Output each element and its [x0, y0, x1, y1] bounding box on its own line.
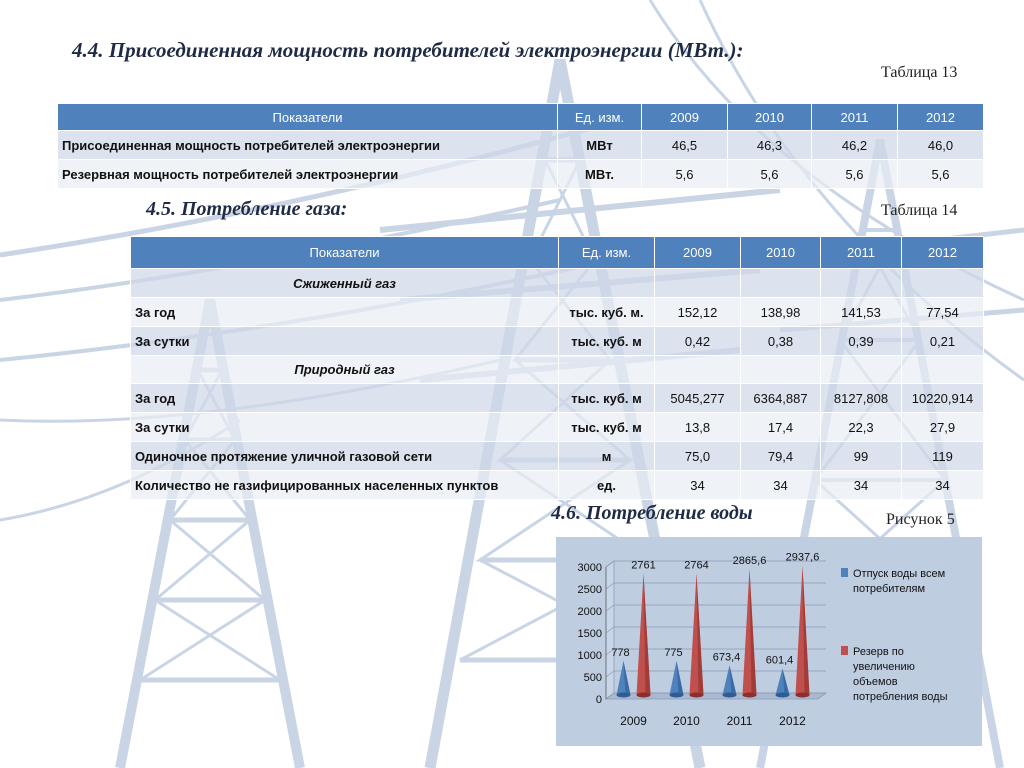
indicator-cell: Одиночное протяжение уличной газовой сети	[131, 442, 559, 471]
unit-cell: МВт.	[558, 160, 642, 189]
water-consumption-chart	[556, 537, 982, 746]
table-row	[131, 298, 984, 327]
value-cell: 8127,808	[821, 384, 902, 413]
legend-label-line: увеличению	[853, 661, 915, 673]
table14-header-cell: 2010	[741, 237, 821, 269]
legend-label-line: Отпуск воды всем	[853, 568, 946, 580]
value-cell: 141,53	[821, 298, 902, 327]
y-tick-label: 0	[595, 694, 602, 706]
data-label: 2761	[631, 559, 656, 572]
value-cell: 77,54	[902, 298, 984, 327]
value-cell: 34	[902, 471, 984, 500]
empty-cell	[821, 356, 902, 384]
value-cell: 46,2	[812, 131, 898, 160]
legend-label-line: Резерв по	[853, 646, 904, 658]
indicator-cell: За сутки	[131, 413, 559, 442]
value-cell: 46,5	[642, 131, 728, 160]
chart-svg	[556, 537, 982, 746]
cone-base	[617, 693, 631, 698]
y-tick-label: 1000	[577, 650, 602, 662]
heading-4-6: 4.6. Потребление воды	[551, 502, 753, 524]
value-cell: 27,9	[902, 413, 984, 442]
legend-label	[853, 568, 945, 595]
value-cell: 152,12	[655, 298, 741, 327]
x-tick-label: 2011	[726, 714, 753, 728]
legend-label-line: объемов	[853, 676, 898, 688]
value-cell: 46,3	[728, 131, 812, 160]
value-cell: 34	[741, 471, 821, 500]
y-tick-label: 3000	[577, 562, 602, 574]
unit-cell: тыс. куб. м.	[559, 298, 655, 327]
y-tick-label: 1500	[577, 628, 602, 640]
unit-cell: тыс. куб. м	[559, 327, 655, 356]
cone-base	[690, 693, 704, 698]
data-label: 775	[664, 646, 683, 659]
table13-header-cell: 2010	[728, 104, 812, 131]
table14-header-cell: Показатели	[131, 237, 559, 269]
value-cell: 5045,277	[655, 384, 741, 413]
section-row	[131, 356, 984, 384]
indicator-cell: За год	[131, 298, 559, 327]
legend-swatch	[841, 568, 848, 577]
table-14	[130, 236, 984, 500]
table-row	[58, 131, 984, 160]
table13-header-cell: 2009	[642, 104, 728, 131]
y-tick-label: 500	[583, 672, 602, 684]
caption-table-13: Таблица 13	[881, 64, 958, 81]
empty-cell	[902, 356, 984, 384]
empty-cell	[559, 356, 655, 384]
value-cell: 138,98	[741, 298, 821, 327]
table-row	[131, 327, 984, 356]
value-cell: 0,42	[655, 327, 741, 356]
value-cell: 5,6	[642, 160, 728, 189]
section-label-lpg: Сжиженный газ	[131, 269, 559, 298]
data-label: 673,4	[712, 651, 741, 664]
legend-label-line: потребителям	[853, 583, 926, 595]
heading-4-4: 4.4. Присоединенная мощность потребителей электроэнергии (МВт.):	[72, 38, 744, 62]
indicator-cell: Присоединенная мощность потребителей электроэнергии	[58, 131, 558, 160]
value-cell: 99	[821, 442, 902, 471]
value-cell: 34	[821, 471, 902, 500]
table-row	[131, 442, 984, 471]
value-cell: 46,0	[898, 131, 984, 160]
value-cell: 6364,887	[741, 384, 821, 413]
empty-cell	[655, 356, 741, 384]
table14-header-cell: Ед. изм.	[559, 237, 655, 269]
data-label: 601,4	[765, 654, 794, 667]
value-cell: 0,21	[902, 327, 984, 356]
empty-cell	[741, 356, 821, 384]
table13-header-cell: Ед. изм.	[558, 104, 642, 131]
heading-4-5: 4.5. Потребление газа:	[146, 198, 348, 220]
section-label-natural-gas: Природный газ	[131, 356, 559, 384]
empty-cell	[741, 269, 821, 298]
x-tick-label: 2012	[779, 714, 806, 728]
value-cell: 0,38	[741, 327, 821, 356]
table-row	[58, 160, 984, 189]
y-tick-label: 2500	[577, 584, 602, 596]
table13-header-cell: Показатели	[58, 104, 558, 131]
x-tick-label: 2010	[673, 714, 700, 728]
value-cell: 5,6	[728, 160, 812, 189]
indicator-cell: За сутки	[131, 327, 559, 356]
value-cell: 75,0	[655, 442, 741, 471]
legend-swatch	[841, 646, 848, 655]
indicator-cell: За год	[131, 384, 559, 413]
legend-label-line: потребления воды	[853, 691, 948, 703]
caption-table-14: Таблица 14	[881, 202, 958, 219]
value-cell: 79,4	[741, 442, 821, 471]
table-row	[131, 471, 984, 500]
empty-cell	[655, 269, 741, 298]
value-cell: 34	[655, 471, 741, 500]
empty-cell	[821, 269, 902, 298]
table13-header-cell: 2011	[812, 104, 898, 131]
indicator-cell: Количество не газифицированных населенных пунктов	[131, 471, 559, 500]
cone-base	[670, 693, 684, 698]
unit-cell: тыс. куб. м	[559, 384, 655, 413]
table-13	[57, 103, 984, 189]
value-cell: 22,3	[821, 413, 902, 442]
table14-header-cell: 2011	[821, 237, 902, 269]
value-cell: 13,8	[655, 413, 741, 442]
caption-figure-5: Рисунок 5	[886, 511, 955, 528]
section-row	[131, 269, 984, 298]
table14-header-cell: 2012	[902, 237, 984, 269]
value-cell: 119	[902, 442, 984, 471]
empty-cell	[559, 269, 655, 298]
indicator-cell: Резервная мощность потребителей электроэнергии	[58, 160, 558, 189]
data-label: 2937,6	[785, 551, 820, 564]
cone-base	[637, 693, 651, 698]
value-cell: 5,6	[812, 160, 898, 189]
data-label: 778	[611, 646, 630, 659]
table-row	[131, 413, 984, 442]
table-row	[131, 384, 984, 413]
x-tick-label: 2009	[620, 714, 647, 728]
value-cell: 10220,914	[902, 384, 984, 413]
cone-base	[743, 693, 757, 698]
unit-cell: МВт	[558, 131, 642, 160]
data-label: 2865,6	[732, 554, 767, 567]
y-tick-label: 2000	[577, 606, 602, 618]
table13-header-cell: 2012	[898, 104, 984, 131]
unit-cell: ед.	[559, 471, 655, 500]
cone-base	[723, 693, 737, 698]
cone-base	[776, 693, 790, 698]
value-cell: 17,4	[741, 413, 821, 442]
data-label: 2764	[684, 559, 709, 572]
unit-cell: тыс. куб. м	[559, 413, 655, 442]
table14-header-cell: 2009	[655, 237, 741, 269]
empty-cell	[902, 269, 984, 298]
value-cell: 5,6	[898, 160, 984, 189]
cone-base	[796, 693, 810, 698]
value-cell: 0,39	[821, 327, 902, 356]
legend-label	[853, 646, 948, 703]
unit-cell: м	[559, 442, 655, 471]
